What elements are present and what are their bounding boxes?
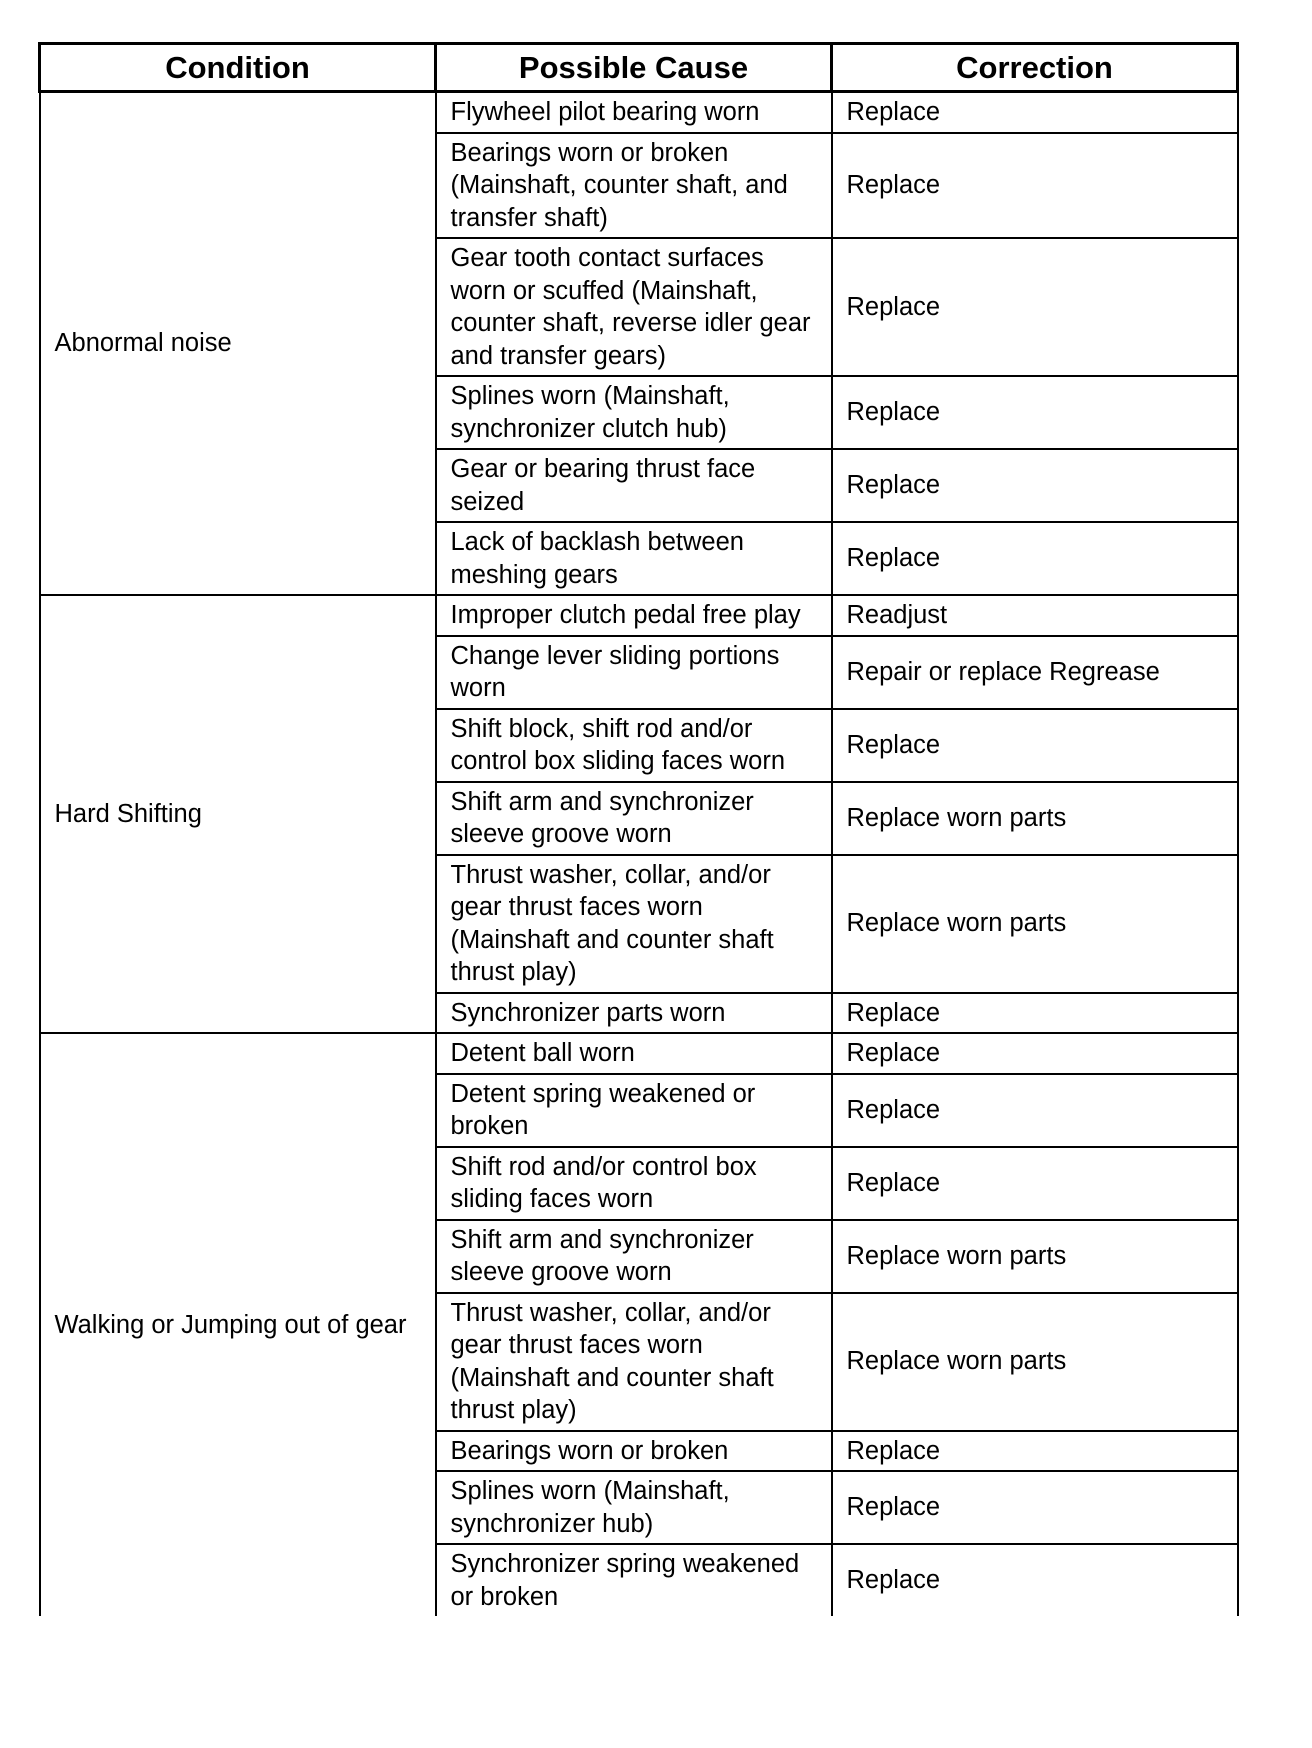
cause-cell: Gear or bearing thrust face seized [436, 449, 832, 522]
cause-cell: Synchronizer parts worn [436, 993, 832, 1034]
correction-cell: Readjust [832, 595, 1238, 636]
cause-cell: Splines worn (Mainshaft, synchronizer hub) [436, 1471, 832, 1544]
correction-cell: Replace worn parts [832, 782, 1238, 855]
table-row [40, 92, 1238, 133]
correction-cell: Replace [832, 1033, 1238, 1074]
cause-cell: Gear tooth contact surfaces worn or scuffed (Mainshaft, counter shaft, reverse idler gear and transfer gears) [436, 238, 832, 376]
correction-cell: Replace worn parts [832, 1220, 1238, 1293]
header-correction: Correction [832, 44, 1238, 92]
correction-cell: Replace [832, 1147, 1238, 1220]
cause-cell: Shift arm and synchronizer sleeve groove worn [436, 1220, 832, 1293]
cause-cell: Bearings worn or broken (Mainshaft, counter shaft, and transfer shaft) [436, 133, 832, 239]
cause-cell: Lack of backlash between meshing gears [436, 522, 832, 595]
correction-cell: Replace [832, 376, 1238, 449]
correction-cell: Replace worn parts [832, 855, 1238, 993]
cause-cell: Improper clutch pedal free play [436, 595, 832, 636]
condition-cell: Hard Shifting [40, 595, 436, 1033]
cause-cell: Synchronizer spring weakened or broken [436, 1544, 832, 1616]
correction-cell: Replace [832, 92, 1238, 133]
troubleshooting-table [38, 42, 1239, 1616]
cause-cell: Splines worn (Mainshaft, synchronizer clutch hub) [436, 376, 832, 449]
correction-cell: Replace [832, 238, 1238, 376]
header-row [40, 44, 1238, 92]
header-possible-cause: Possible Cause [436, 44, 832, 92]
table-row [40, 595, 1238, 636]
cause-cell: Thrust washer, collar, and/or gear thrust faces worn (Mainshaft and counter shaft thrust play) [436, 855, 832, 993]
correction-cell: Replace [832, 522, 1238, 595]
correction-cell: Replace [832, 133, 1238, 239]
correction-cell: Replace worn parts [832, 1293, 1238, 1431]
cause-cell: Flywheel pilot bearing worn [436, 92, 832, 133]
cause-cell: Bearings worn or broken [436, 1431, 832, 1472]
correction-cell: Replace [832, 1544, 1238, 1616]
condition-cell: Abnormal noise [40, 92, 436, 596]
cause-cell: Shift rod and/or control box sliding faces worn [436, 1147, 832, 1220]
correction-cell: Replace [832, 709, 1238, 782]
correction-cell: Replace [832, 993, 1238, 1034]
correction-cell: Replace [832, 1074, 1238, 1147]
correction-cell: Repair or replace Regrease [832, 636, 1238, 709]
cause-cell: Change lever sliding portions worn [436, 636, 832, 709]
condition-cell: Walking or Jumping out of gear [40, 1033, 436, 1616]
cause-cell: Shift block, shift rod and/or control box sliding faces worn [436, 709, 832, 782]
correction-cell: Replace [832, 449, 1238, 522]
cause-cell: Detent spring weakened or broken [436, 1074, 832, 1147]
correction-cell: Replace [832, 1471, 1238, 1544]
header-condition: Condition [40, 44, 436, 92]
cause-cell: Detent ball worn [436, 1033, 832, 1074]
table-row [40, 1033, 1238, 1074]
correction-cell: Replace [832, 1431, 1238, 1472]
cause-cell: Shift arm and synchronizer sleeve groove worn [436, 782, 832, 855]
table-body [40, 92, 1238, 1617]
cause-cell: Thrust washer, collar, and/or gear thrust faces worn (Mainshaft and counter shaft thrust play) [436, 1293, 832, 1431]
